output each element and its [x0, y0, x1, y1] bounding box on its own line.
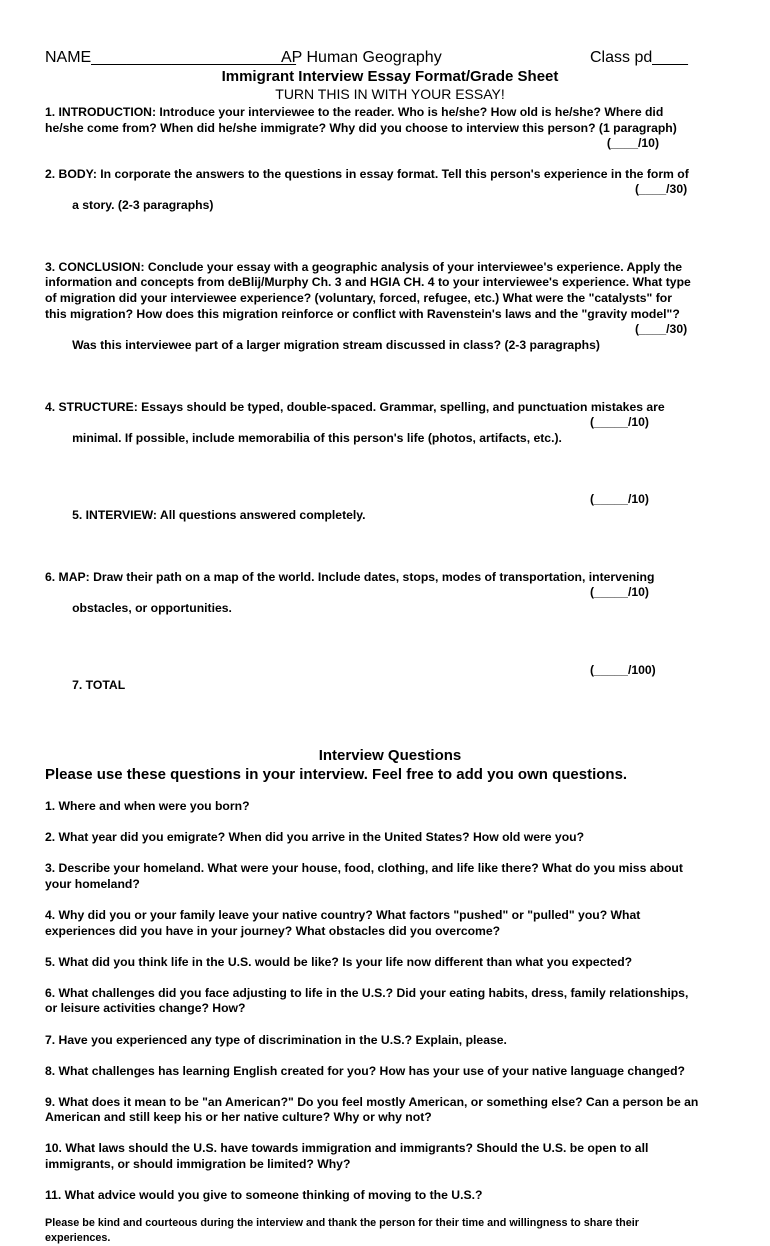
question-text: 1. Where and when were you born? — [45, 799, 250, 814]
question-11 — [45, 1188, 735, 1204]
turn-in-notice: TURN THIS IN WITH YOUR ESSAY! — [275, 86, 505, 102]
note-text: Please be kind and courteous during the interview and thank the person for their time and willingness to share their — [45, 1217, 639, 1230]
rubric-body — [45, 167, 735, 245]
question-text: 10. What laws should the U.S. have towards immigration and immigrants? Should the U.S. be open to all — [45, 1141, 649, 1156]
rubric-structure — [45, 400, 735, 478]
rubric-line: this migration? How does this migration reinforce or conflict with Ravenstein's laws and the "gravity model"? — [45, 306, 680, 321]
question-text: American and still keep his or her native culture? Why or why not? — [45, 1110, 432, 1125]
question-8 — [45, 1064, 735, 1080]
rubric-line — [45, 322, 735, 384]
question-text: 3. Describe your homeland. What were your house, food, clothing, and life like there? What do you miss about — [45, 861, 683, 876]
question-text: or leisure activities change? How? — [45, 1001, 246, 1016]
document-page — [45, 48, 735, 1246]
question-9 — [45, 1095, 735, 1126]
rubric-text: Was this interviewee part of a larger migration stream discussed in class? (2-3 paragraphs) — [72, 337, 600, 352]
rubric-conclusion — [45, 260, 735, 385]
question-text: 5. What did you think life in the U.S. would be like? Is your life now different than what you expected? — [45, 954, 633, 969]
rubric-text: obstacles, or opportunities. — [72, 601, 232, 616]
question-text: experiences did you have in your journey? What obstacles did you overcome? — [45, 923, 501, 938]
class-period-field: Class pd____ — [590, 49, 688, 66]
course-title: AP Human Geography — [281, 49, 442, 66]
rubric-line: 3. CONCLUSION: Conclude your essay with a geographic analysis of your interviewee's experience. Apply the — [45, 259, 683, 274]
question-1 — [45, 799, 735, 815]
rubric — [45, 105, 735, 725]
score-blank: (_____/10) — [590, 585, 649, 600]
rubric-text: a story. (2-3 paragraphs) — [72, 197, 214, 212]
question-text: 6. What challenges did you face adjusting to life in the U.S.? Did your eating habits, dress, family relationships, — [45, 985, 689, 1000]
question-text: 7. Have you experienced any type of discrimination in the U.S.? Explain, please. — [45, 1032, 507, 1047]
rubric-line — [45, 182, 735, 244]
score-blank: (_____/10) — [590, 415, 649, 430]
rubric-text: minimal. If possible, include memorabilia of this person's life (photos, artifacts, etc.). — [72, 430, 562, 445]
interview-heading: Interview Questions — [318, 747, 462, 765]
rubric-line: he/she come from? When did he/she immigrate? Why did you choose to interview this person? (1 paragraph) — [45, 120, 677, 135]
name-field: NAME_______________________ — [45, 49, 296, 66]
score-blank: (____/10) — [606, 136, 659, 151]
rubric-interview — [45, 492, 735, 554]
closing-note — [45, 1216, 735, 1246]
score-blank: (____/30) — [635, 322, 688, 337]
rubric-line: 1. INTRODUCTION: Introduce your interviewee to the reader. Who is he/she? How old is he/she? Where did — [45, 105, 664, 119]
rubric-line: of migration did your interviewee experience? (voluntary, forced, refugee, etc.) What were the "catalysts" for — [45, 290, 672, 305]
page-title: Immigrant Interview Essay Format/Grade Sheet — [221, 68, 559, 85]
question-6 — [45, 986, 735, 1017]
question-text: 8. What challenges has learning English created for you? How has your use of your native language changed? — [45, 1063, 685, 1078]
rubric-line: 6. MAP: Draw their path on a map of the world. Include dates, stops, modes of transportation, intervening — [45, 569, 655, 584]
rubric-line — [45, 415, 735, 477]
question-4 — [45, 908, 735, 939]
question-text: 4. Why did you or your family leave your native country? What factors "pushed" or "pulled" you? What — [45, 908, 641, 923]
question-text: immigrants, or should immigration be limited? Why? — [45, 1157, 351, 1171]
score-blank: (_____/100) — [590, 662, 656, 677]
interview-subheading: Please use these questions in your interview. Feel free to add you own questions. — [45, 766, 628, 784]
rubric-map — [45, 570, 735, 648]
question-text: 2. What year did you emigrate? When did you arrive in the United States? How old were you? — [45, 830, 585, 845]
question-5 — [45, 955, 735, 971]
rubric-line: 4. STRUCTURE: Essays should be typed, double-spaced. Grammar, spelling, and punctuation mistakes are — [45, 399, 665, 414]
rubric-text: 7. TOTAL — [72, 678, 126, 693]
rubric-line — [45, 492, 735, 554]
question-3 — [45, 861, 735, 892]
note-text: experiences. — [45, 1232, 111, 1245]
question-7 — [45, 1033, 735, 1049]
question-text: 11. What advice would you give to someone thinking of moving to the U.S.? — [45, 1188, 483, 1203]
rubric-text: 5. INTERVIEW: All questions answered completely. — [72, 508, 366, 523]
rubric-total — [45, 663, 735, 725]
question-text: your homeland? — [45, 876, 140, 891]
question-10 — [45, 1141, 735, 1172]
question-text: 9. What does it mean to be "an American?" Do you feel mostly American, or something else? Can a person be an — [45, 1094, 699, 1109]
rubric-line — [45, 663, 735, 725]
rubric-line — [45, 585, 735, 647]
question-2 — [45, 830, 735, 846]
question-list — [45, 799, 735, 1204]
header-row — [45, 48, 735, 68]
rubric-line: 2. BODY: In corporate the answers to the questions in essay format. Tell this person's experience in the form of — [45, 166, 689, 181]
score-blank: (_____/10) — [590, 492, 649, 507]
score-blank: (____/30) — [635, 182, 688, 197]
rubric-line: information and concepts from deBlij/Murphy Ch. 3 and HGIA CH. 4 to your interviewee's experience. What type — [45, 275, 691, 290]
rubric-introduction — [45, 105, 735, 152]
